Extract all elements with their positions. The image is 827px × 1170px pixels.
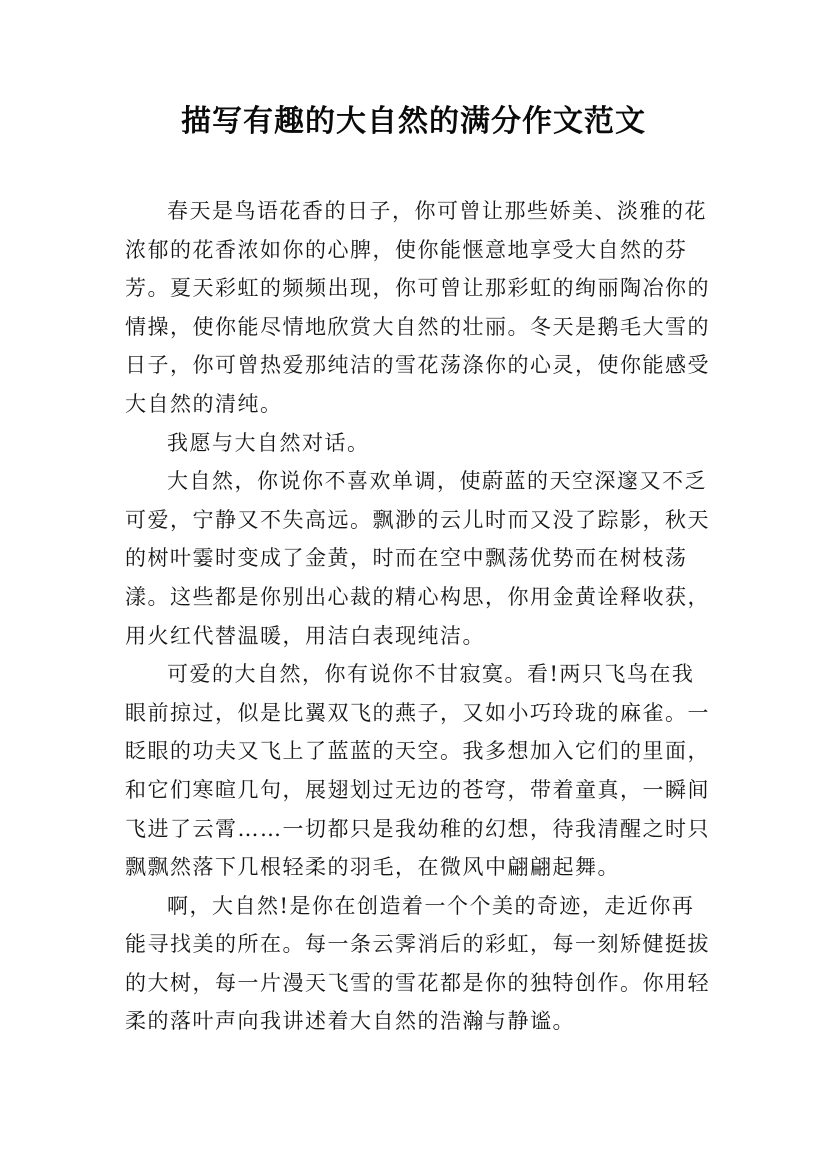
paragraph-5: 啊，大自然!是你在创造着一个个美的奇迹，走近你再能寻找美的所在。每一条云霁消后的彩虹，每一刻矫健挺拔的大树，每一片漫天飞雪的雪花都是你的独特创作。你用轻柔的落叶声向我讲述着大自然的浩瀚与静谧。 — [125, 893, 710, 1034]
paragraph-2: 我愿与大自然对话。 — [167, 430, 370, 455]
paragraph-3: 大自然，你说你不喜欢单调，使蔚蓝的天空深邃又不乏可爱，宁静又不失高远。飘渺的云儿时而又没了踪影，秋天的树叶霎时变成了金黄，时而在空中飘荡优势而在树枝荡漾。这些都是你别出心裁的精心构思，你用金黄诠释收获，用火红代替温暖，用洁白表现纯洁。 — [125, 469, 710, 648]
paragraph-4: 可爱的大自然，你有说你不甘寂寞。看!两只飞鸟在我眼前掠过，似是比翼双飞的燕子，又如小巧玲珑的麻雀。一眨眼的功夫又飞上了蓝蓝的天空。我多想加入它们的里面，和它们寒暄几句，展翅划过无边的苍穹，带着童真，一瞬间飞进了云霄……一切都只是我幼稚的幻想，待我清醒之时只飘飘然落下几根轻柔的羽毛，在微风中翩翩起舞。 — [125, 662, 710, 880]
document-title: 描写有趣的大自然的满分作文范文 — [181, 104, 646, 139]
paragraph-1: 春天是鸟语花香的日子，你可曾让那些娇美、淡雅的花浓郁的花香浓如你的心脾，使你能惬意地享受大自然的芬芳。夏天彩虹的频频出现，你可曾让那彩虹的绚丽陶冶你的情操，使你能尽情地欣赏大自然的壮丽。冬天是鹅毛大雪的日子，你可曾热爱那纯洁的雪花荡涤你的心灵，使你能感受大自然的清纯。 — [125, 199, 710, 416]
document-body — [125, 192, 710, 1041]
